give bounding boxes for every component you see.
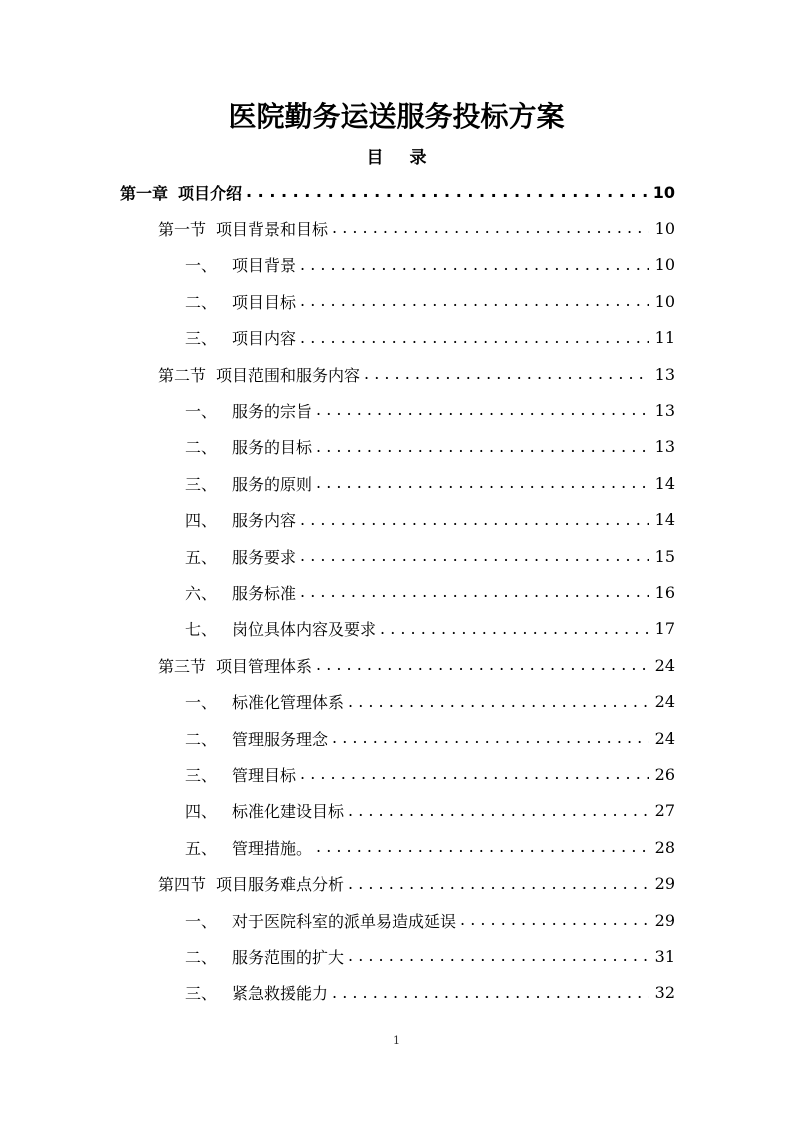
toc-dot-leader [300, 255, 649, 275]
toc-entry-page: 14 [654, 510, 675, 530]
toc-entry-page: 24 [654, 655, 675, 675]
toc-entry-title: 服务范围的扩大 [232, 947, 345, 967]
toc-entry-page: 32 [654, 983, 675, 1003]
toc-entry[interactable] [185, 793, 675, 829]
toc-entry-page: 10 [654, 255, 675, 275]
toc-entry-title: 项目管理体系 [216, 656, 313, 676]
toc-entry[interactable] [185, 902, 675, 938]
toc-entry-page: 15 [654, 546, 675, 566]
toc-entry-page: 24 [654, 692, 675, 712]
toc-entry-title: 管理目标 [232, 765, 297, 785]
toc-entry-page: 26 [654, 764, 675, 784]
toc-dot-leader [300, 510, 649, 530]
toc-entry-page: 16 [654, 582, 675, 602]
toc-entry-title: 项目范围和服务内容 [216, 365, 361, 385]
toc-entry-title: 标准化管理体系 [232, 693, 345, 713]
toc-entry-number: 一、 [185, 401, 218, 421]
toc-entry[interactable] [185, 829, 675, 865]
document-title: 医院勤务运送服务投标方案 [228, 100, 565, 133]
toc-entry-title: 服务标准 [232, 583, 297, 603]
toc-entry-number: 三、 [185, 765, 218, 785]
toc-entry-title: 项目介绍 [178, 183, 243, 203]
toc-entry-title: 标准化建设目标 [232, 802, 345, 822]
toc-dot-leader [332, 218, 649, 238]
toc-dot-leader [316, 400, 649, 420]
toc-entry-number: 七、 [185, 620, 218, 640]
toc-entry[interactable] [185, 429, 675, 465]
toc-dot-leader [380, 619, 649, 639]
toc-dot-leader [300, 546, 649, 566]
toc-entry[interactable] [158, 210, 675, 246]
toc-entry-number: 二、 [185, 729, 218, 749]
toc-entry-title: 管理措施。 [232, 838, 313, 858]
toc-dot-leader [364, 364, 649, 384]
toc-entry[interactable] [185, 538, 675, 574]
toc-entry-number: 第四节 [158, 875, 207, 895]
toc-entry-page: 27 [654, 801, 675, 821]
toc-entry-page: 24 [654, 728, 675, 748]
toc-dot-leader [300, 291, 649, 311]
toc-entry-number: 第一节 [158, 219, 207, 239]
toc-dot-leader [246, 182, 647, 202]
toc-entry-page: 31 [654, 946, 675, 966]
toc-entry-page: 10 [652, 182, 675, 202]
toc-dot-leader [316, 437, 649, 457]
toc-entry-page: 29 [654, 910, 675, 930]
toc-dot-leader [316, 473, 649, 493]
toc-entry-number: 二、 [185, 292, 218, 312]
toc-entry-title: 服务的目标 [232, 438, 313, 458]
toc-dot-leader [300, 764, 649, 784]
toc-entry-page: 14 [654, 473, 675, 493]
toc-entry[interactable] [185, 465, 675, 501]
toc-entry[interactable] [185, 247, 675, 283]
toc-dot-leader [460, 910, 649, 930]
toc-entry-page: 13 [654, 437, 675, 457]
toc-dot-leader [316, 655, 649, 675]
toc-entry-number: 五、 [185, 547, 218, 567]
toc-entry-number: 一、 [185, 256, 218, 276]
toc-entry-number: 第二节 [158, 365, 207, 385]
toc-entry-number: 一、 [185, 693, 218, 713]
toc-entry-title: 岗位具体内容及要求 [232, 620, 377, 640]
toc-entry-title: 项目背景 [232, 256, 297, 276]
toc-entry[interactable] [185, 611, 675, 647]
toc-dot-leader [348, 692, 649, 712]
toc-entry-number: 二、 [185, 438, 218, 458]
toc-entry-page: 13 [654, 364, 675, 384]
toc-entry-page: 11 [654, 328, 675, 348]
toc-entry[interactable] [185, 320, 675, 356]
toc-entry[interactable] [185, 392, 675, 428]
toc-dot-leader [332, 983, 649, 1003]
toc-dot-leader [332, 728, 649, 748]
toc-entry-number: 四、 [185, 802, 218, 822]
toc-entry[interactable] [185, 283, 675, 319]
toc-entry-number: 一、 [185, 911, 218, 931]
toc-entry[interactable] [120, 174, 675, 210]
toc-entry-title: 项目背景和目标 [216, 219, 329, 239]
toc-entry-title: 项目服务难点分析 [216, 875, 345, 895]
toc-entry[interactable] [158, 647, 675, 683]
toc-entry-page: 29 [654, 874, 675, 894]
toc-entry-number: 第三节 [158, 656, 207, 676]
page-number: 1 [393, 1034, 400, 1047]
toc-dot-leader [348, 874, 649, 894]
toc-entry-page: 10 [654, 291, 675, 311]
toc-entry[interactable] [185, 975, 675, 1011]
toc-dot-leader [316, 837, 649, 857]
toc-entry-number: 五、 [185, 838, 218, 858]
toc-entry[interactable] [185, 938, 675, 974]
toc-entry-title: 紧急救援能力 [232, 984, 329, 1004]
toc-entry-title: 项目目标 [232, 292, 297, 312]
toc-entry-title: 管理服务理念 [232, 729, 329, 749]
toc-entry-number: 六、 [185, 583, 218, 603]
toc-entry[interactable] [185, 720, 675, 756]
toc-entry-title: 服务要求 [232, 547, 297, 567]
toc-entry-title: 项目内容 [232, 329, 297, 349]
toc-dot-leader [348, 801, 649, 821]
toc-entry-number: 二、 [185, 947, 218, 967]
toc-entry-page: 10 [654, 218, 675, 238]
toc-entry-page: 13 [654, 400, 675, 420]
toc-entry-title: 服务内容 [232, 511, 297, 531]
toc-dot-leader [300, 582, 649, 602]
toc-entry-page: 17 [654, 619, 675, 639]
table-of-contents [0, 174, 793, 1014]
toc-heading: 目 录 [366, 148, 437, 168]
toc-dot-leader [348, 946, 649, 966]
toc-dot-leader [300, 328, 649, 348]
toc-entry-title: 服务的宗旨 [232, 401, 313, 421]
toc-entry[interactable] [185, 756, 675, 792]
toc-entry-number: 第一章 [120, 183, 169, 203]
toc-entry-title: 服务的原则 [232, 474, 313, 494]
toc-entry-title: 对于医院科室的派单易造成延误 [232, 911, 457, 931]
toc-entry-page: 28 [654, 837, 675, 857]
toc-entry[interactable] [158, 356, 675, 392]
toc-entry[interactable] [158, 866, 675, 902]
toc-entry-number: 三、 [185, 474, 218, 494]
toc-entry[interactable] [185, 574, 675, 610]
toc-entry-number: 四、 [185, 511, 218, 531]
toc-entry[interactable] [185, 502, 675, 538]
toc-entry-number: 三、 [185, 984, 218, 1004]
toc-entry[interactable] [185, 684, 675, 720]
toc-entry-number: 三、 [185, 329, 218, 349]
